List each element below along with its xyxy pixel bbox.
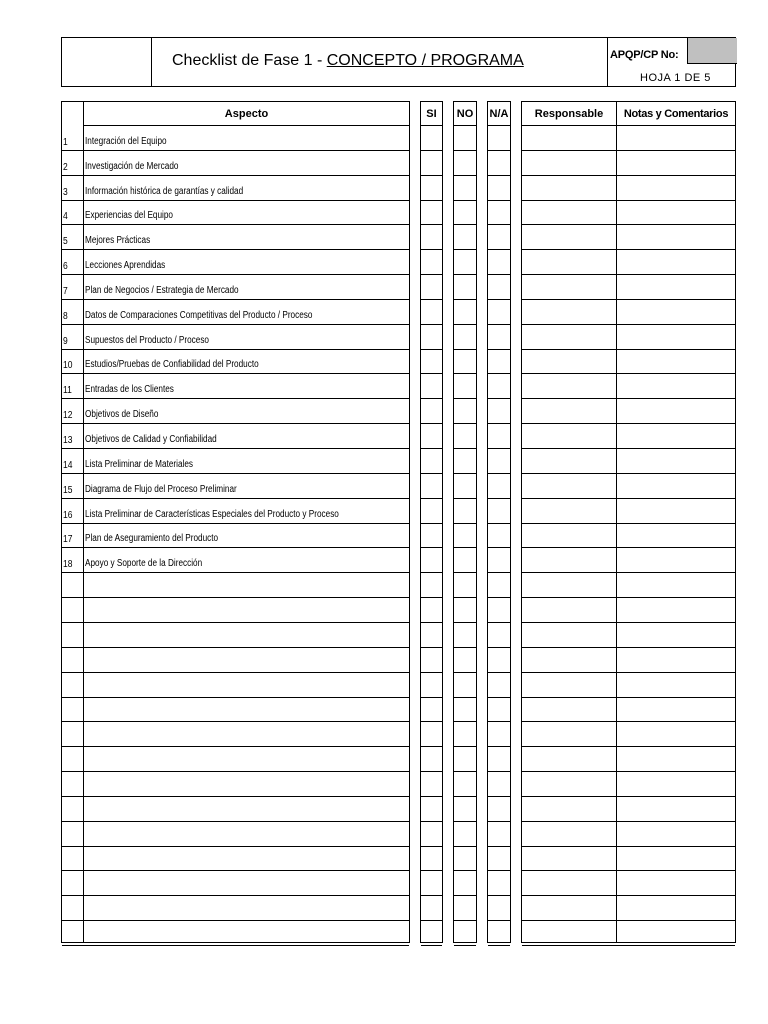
- table-row: [62, 225, 409, 250]
- table-cell[interactable]: [488, 921, 510, 946]
- row-number: 12: [63, 410, 73, 422]
- table-row: [62, 275, 409, 300]
- sheet-number: HOJA 1 DE 5: [640, 72, 711, 84]
- row-aspecto: Supuestos del Producto / Proceso: [85, 334, 209, 346]
- table-cell[interactable]: [454, 872, 476, 897]
- table-cell[interactable]: [522, 747, 735, 772]
- table-cell[interactable]: [454, 648, 476, 673]
- table-row: [62, 151, 409, 176]
- row-aspecto: Plan de Aseguramiento del Producto: [85, 533, 219, 545]
- table-cell[interactable]: [421, 375, 442, 400]
- table-cell[interactable]: [522, 772, 735, 797]
- row-number: 13: [63, 435, 73, 447]
- table-cell[interactable]: [522, 424, 735, 449]
- na-column: [487, 101, 511, 943]
- apqp-number-field[interactable]: [687, 38, 737, 64]
- table-cell[interactable]: [488, 524, 510, 549]
- table-cell[interactable]: [488, 499, 510, 524]
- table-cell[interactable]: [488, 126, 510, 151]
- table-cell[interactable]: [454, 126, 476, 151]
- table-cell[interactable]: [454, 399, 476, 424]
- table-cell[interactable]: [522, 872, 735, 897]
- table-cell[interactable]: [522, 250, 735, 275]
- table-cell[interactable]: [421, 499, 442, 524]
- row-aspecto: Datos de Comparaciones Competitivas del Producto / Proceso: [85, 309, 313, 321]
- table-cell[interactable]: [454, 151, 476, 176]
- table-cell[interactable]: [488, 201, 510, 226]
- row-number: 5: [63, 236, 68, 248]
- table-cell[interactable]: [454, 275, 476, 300]
- table-row: [62, 176, 409, 201]
- table-cell[interactable]: [454, 573, 476, 598]
- table-cell[interactable]: [522, 399, 735, 424]
- table-cell[interactable]: [488, 375, 510, 400]
- table-cell[interactable]: [522, 847, 735, 872]
- table-cell[interactable]: [522, 623, 735, 648]
- row-aspecto: Objetivos de Diseño: [85, 409, 159, 421]
- apqp-block: [607, 38, 737, 86]
- logo-box: [62, 38, 152, 86]
- table-cell[interactable]: [421, 350, 442, 375]
- table-cell[interactable]: [454, 548, 476, 573]
- table-cell[interactable]: [522, 673, 735, 698]
- table-cell[interactable]: [522, 797, 735, 822]
- table-cell[interactable]: [421, 673, 442, 698]
- table-cell[interactable]: [488, 673, 510, 698]
- table-row: [62, 648, 409, 673]
- notas-header: Notas y Comentarios: [617, 102, 735, 126]
- table-cell[interactable]: [421, 772, 442, 797]
- table-cell[interactable]: [421, 548, 442, 573]
- table-row: [62, 747, 409, 772]
- table-cell[interactable]: [454, 673, 476, 698]
- row-aspecto: Mejores Prácticas: [85, 235, 151, 247]
- table-row: [62, 325, 409, 350]
- table-cell[interactable]: [488, 698, 510, 723]
- table-row: [62, 872, 409, 897]
- table-cell[interactable]: [454, 474, 476, 499]
- table-cell[interactable]: [488, 648, 510, 673]
- table-cell[interactable]: [421, 424, 442, 449]
- table-row: [62, 896, 409, 921]
- table-cell[interactable]: [454, 598, 476, 623]
- row-aspecto: Experiencias del Equipo: [85, 210, 173, 222]
- table-cell[interactable]: [522, 350, 735, 375]
- table-cell[interactable]: [454, 424, 476, 449]
- table-cell[interactable]: [421, 325, 442, 350]
- row-number: 14: [63, 459, 73, 471]
- table-cell[interactable]: [454, 524, 476, 549]
- table-cell[interactable]: [454, 772, 476, 797]
- table-cell[interactable]: [522, 225, 735, 250]
- row-number: 16: [63, 509, 73, 521]
- row-aspecto: Lecciones Aprendidas: [85, 260, 166, 272]
- row-aspecto: Entradas de los Clientes: [85, 384, 174, 396]
- table-cell[interactable]: [488, 300, 510, 325]
- table-cell[interactable]: [421, 623, 442, 648]
- table-cell[interactable]: [421, 847, 442, 872]
- table-cell[interactable]: [421, 126, 442, 151]
- table-cell[interactable]: [522, 548, 735, 573]
- row-aspecto: Objetivos de Calidad y Confiabilidad: [85, 434, 217, 446]
- form-header: [61, 37, 736, 87]
- table-cell[interactable]: [488, 847, 510, 872]
- table-cell[interactable]: [522, 275, 735, 300]
- table-cell[interactable]: [421, 921, 442, 946]
- table-cell[interactable]: [522, 896, 735, 921]
- table-cell[interactable]: [454, 201, 476, 226]
- row-number: 17: [63, 534, 73, 546]
- table-row: [62, 449, 409, 474]
- table-cell[interactable]: [421, 598, 442, 623]
- row-number: 15: [63, 484, 73, 496]
- table-cell[interactable]: [421, 722, 442, 747]
- table-cell[interactable]: [488, 772, 510, 797]
- table-cell[interactable]: [522, 325, 735, 350]
- no-header: NO: [454, 102, 476, 126]
- table-cell[interactable]: [522, 722, 735, 747]
- no-column: [453, 101, 477, 943]
- table-cell[interactable]: [454, 375, 476, 400]
- table-cell[interactable]: [488, 350, 510, 375]
- table-cell[interactable]: [421, 747, 442, 772]
- table-row: [62, 698, 409, 723]
- table-cell[interactable]: [522, 449, 735, 474]
- responsable-header: Responsable: [522, 102, 616, 126]
- table-cell[interactable]: [488, 872, 510, 897]
- row-aspecto: Lista Preliminar de Características Especiales del Producto y Proceso: [85, 508, 339, 520]
- table-cell[interactable]: [421, 275, 442, 300]
- row-aspecto: Investigación de Mercado: [85, 160, 179, 172]
- table-cell[interactable]: [488, 399, 510, 424]
- aspecto-header: Aspecto: [84, 102, 409, 126]
- table-cell[interactable]: [454, 847, 476, 872]
- table-cell[interactable]: [454, 921, 476, 946]
- table-cell[interactable]: [454, 350, 476, 375]
- row-number: 18: [63, 559, 73, 571]
- table-row: [62, 548, 409, 573]
- table-row: [62, 524, 409, 549]
- row-number: 11: [63, 385, 72, 397]
- table-cell[interactable]: [488, 250, 510, 275]
- row-aspecto: Diagrama de Flujo del Proceso Preliminar: [85, 483, 237, 495]
- table-row: [62, 300, 409, 325]
- table-cell[interactable]: [421, 176, 442, 201]
- table-row: [62, 250, 409, 275]
- table-row: [62, 350, 409, 375]
- table-cell[interactable]: [421, 449, 442, 474]
- table-cell[interactable]: [421, 797, 442, 822]
- table-cell[interactable]: [421, 524, 442, 549]
- table-cell[interactable]: [522, 151, 735, 176]
- table-row: [62, 797, 409, 822]
- row-number: 6: [63, 261, 68, 273]
- row-aspecto: Lista Preliminar de Materiales: [85, 458, 194, 470]
- table-cell[interactable]: [488, 598, 510, 623]
- table-cell[interactable]: [421, 896, 442, 921]
- table-cell[interactable]: [454, 698, 476, 723]
- row-aspecto: Integración del Equipo: [85, 135, 167, 147]
- table-row: [62, 722, 409, 747]
- table-cell[interactable]: [522, 176, 735, 201]
- table-cell[interactable]: [522, 300, 735, 325]
- table-cell[interactable]: [488, 797, 510, 822]
- table-cell[interactable]: [421, 872, 442, 897]
- table-cell[interactable]: [421, 201, 442, 226]
- table-cell[interactable]: [522, 573, 735, 598]
- na-header: N/A: [488, 102, 510, 126]
- table-row: [62, 375, 409, 400]
- table-row: [62, 772, 409, 797]
- table-cell[interactable]: [488, 225, 510, 250]
- table-row: [62, 847, 409, 872]
- table-row: [62, 474, 409, 499]
- row-number: 7: [63, 285, 68, 297]
- table-cell[interactable]: [488, 325, 510, 350]
- table-cell[interactable]: [454, 225, 476, 250]
- table-cell[interactable]: [488, 896, 510, 921]
- table-cell[interactable]: [488, 474, 510, 499]
- table-row: [62, 573, 409, 598]
- row-number: 10: [63, 360, 73, 372]
- table-cell[interactable]: [454, 722, 476, 747]
- table-cell[interactable]: [454, 747, 476, 772]
- table-cell[interactable]: [454, 449, 476, 474]
- table-cell[interactable]: [454, 896, 476, 921]
- table-cell[interactable]: [522, 698, 735, 723]
- aspect-table: [61, 101, 410, 943]
- table-cell[interactable]: [454, 623, 476, 648]
- table-cell[interactable]: [454, 300, 476, 325]
- table-cell[interactable]: [421, 648, 442, 673]
- table-cell[interactable]: [522, 822, 735, 847]
- table-cell[interactable]: [488, 747, 510, 772]
- table-cell[interactable]: [488, 424, 510, 449]
- table-row: [62, 598, 409, 623]
- apqp-label: APQP/CP No:: [610, 49, 679, 61]
- table-cell[interactable]: [421, 822, 442, 847]
- table-cell[interactable]: [488, 573, 510, 598]
- table-cell[interactable]: [421, 573, 442, 598]
- table-row: [62, 201, 409, 226]
- table-cell[interactable]: [488, 548, 510, 573]
- table-row: [62, 499, 409, 524]
- table-cell[interactable]: [454, 250, 476, 275]
- row-aspecto: Información histórica de garantías y calidad: [85, 185, 244, 197]
- table-cell[interactable]: [421, 300, 442, 325]
- table-cell[interactable]: [454, 822, 476, 847]
- table-row: [62, 399, 409, 424]
- table-cell[interactable]: [421, 250, 442, 275]
- table-cell[interactable]: [488, 449, 510, 474]
- table-row: [62, 822, 409, 847]
- table-row: [62, 921, 409, 946]
- title-phase: CONCEPTO / PROGRAMA: [326, 52, 524, 69]
- table-cell[interactable]: [522, 648, 735, 673]
- table-cell[interactable]: [454, 797, 476, 822]
- table-row: [62, 673, 409, 698]
- table-cell[interactable]: [522, 474, 735, 499]
- table-cell[interactable]: [522, 598, 735, 623]
- table-cell[interactable]: [488, 822, 510, 847]
- table-cell[interactable]: [488, 623, 510, 648]
- table-cell[interactable]: [421, 399, 442, 424]
- responsable-notas-table: [521, 101, 736, 943]
- title-prefix: Checklist de Fase 1 -: [172, 52, 327, 69]
- row-number: 3: [63, 186, 68, 198]
- table-cell[interactable]: [522, 499, 735, 524]
- table-cell[interactable]: [522, 375, 735, 400]
- table-cell[interactable]: [522, 126, 735, 151]
- table-cell[interactable]: [454, 325, 476, 350]
- table-cell[interactable]: [454, 176, 476, 201]
- table-cell[interactable]: [488, 275, 510, 300]
- si-column: [420, 101, 443, 943]
- si-header: SI: [421, 102, 442, 126]
- row-number: 4: [63, 211, 68, 223]
- table-cell[interactable]: [488, 722, 510, 747]
- table-cell[interactable]: [421, 225, 442, 250]
- row-aspecto: Plan de Negocios / Estrategia de Mercado: [85, 284, 239, 296]
- row-number: 2: [63, 161, 68, 173]
- table-row: [62, 126, 409, 151]
- table-cell[interactable]: [522, 921, 735, 946]
- table-cell[interactable]: [522, 524, 735, 549]
- row-number: 9: [63, 335, 68, 347]
- table-cell[interactable]: [488, 151, 510, 176]
- table-row: [62, 424, 409, 449]
- table-cell[interactable]: [421, 698, 442, 723]
- row-aspecto: Apoyo y Soporte de la Dirección: [85, 558, 203, 570]
- page-title: [172, 52, 524, 70]
- table-cell[interactable]: [454, 499, 476, 524]
- table-cell[interactable]: [421, 151, 442, 176]
- row-number: 8: [63, 310, 68, 322]
- row-number: 1: [63, 136, 68, 148]
- row-aspecto: Estudios/Pruebas de Confiabilidad del Producto: [85, 359, 259, 371]
- table-row: [62, 623, 409, 648]
- table-cell[interactable]: [421, 474, 442, 499]
- table-cell[interactable]: [522, 201, 735, 226]
- table-cell[interactable]: [488, 176, 510, 201]
